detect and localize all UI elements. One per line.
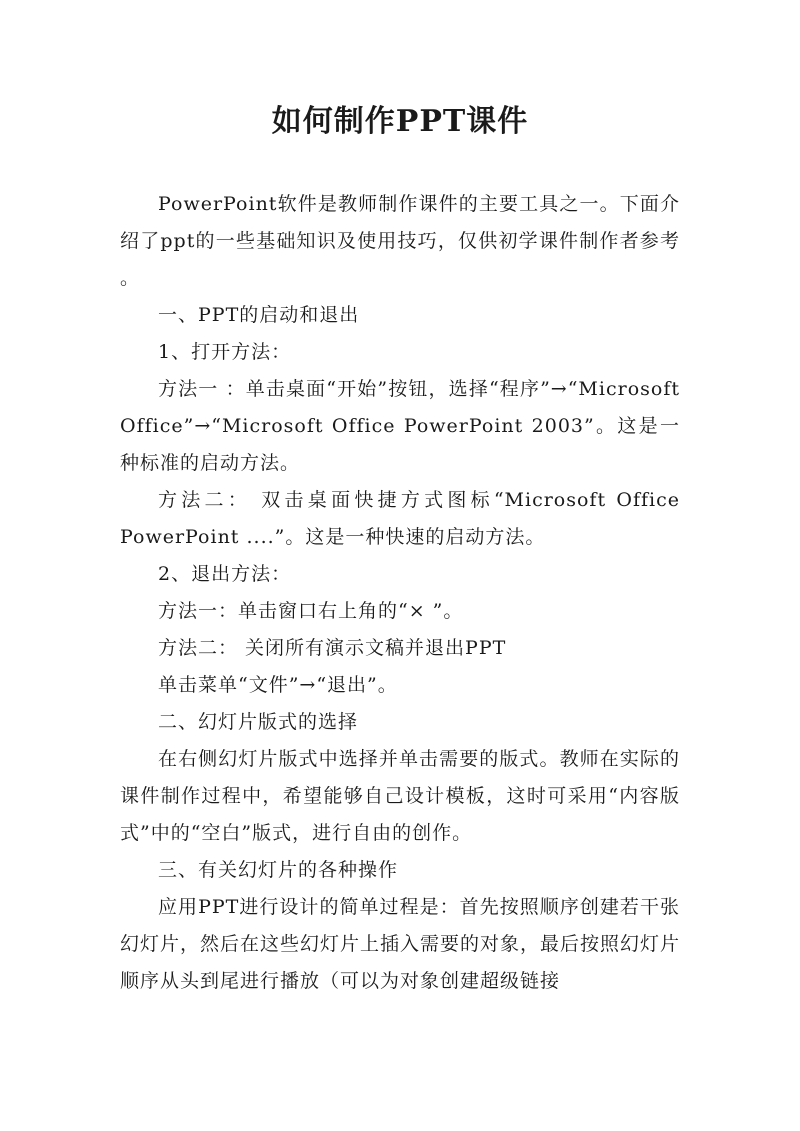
paragraph-intro: PowerPoint软件是教师制作课件的主要工具之一。下面介绍了ppt的一些基础知识及使用技巧，仅供初学课件制作者参考 。 <box>120 193 680 289</box>
paragraph-open-method-1: 方法一 ：单击桌面“开始”按钮，选择“程序”→“Microsoft Office”→“Microsoft Office PowerPoint 2003”。这是一种标准的启动方法。 <box>120 378 680 474</box>
paragraph-open-method-2: 方法二： 双击桌面快捷方式图标“Microsoft Office PowerPoint ....”。这是一种快速的启动方法。 <box>120 489 680 548</box>
paragraph-exit-menu: 单击菜单“文件”→“退出”。 <box>158 674 398 696</box>
subheading-exit-method: 2、退出方法： <box>158 563 292 585</box>
subheading-open-method: 1、打开方法： <box>158 341 292 363</box>
paragraph-slide-layout: 在右侧幻灯片版式中选择并单击需要的版式。教师在实际的课件制作过程中，希望能够自己设计模板，这时可采用“内容版式”中的“空白”版式，进行自由的创作。 <box>120 748 680 844</box>
paragraph-slide-operations: 应用PPT进行设计的简单过程是：首先按照顺序创建若干张幻灯片，然后在这些幻灯片上插入需要的对象，最后按照幻灯片顺序从头到尾进行播放（可以为对象创建超级链接 <box>120 896 681 992</box>
heading-slide-layout: 二、幻灯片版式的选择 <box>158 711 359 733</box>
paragraph-exit-method-1: 方法一：单击窗口右上角的“× ”。 <box>158 600 464 622</box>
heading-slide-operations: 三、有关幻灯片的各种操作 <box>158 859 399 881</box>
document-title: 如何制作PPT课件 <box>271 104 529 139</box>
document-body <box>120 186 680 1000</box>
paragraph-exit-method-2: 方法二： 关闭所有演示文稿并退出PPT <box>158 637 507 659</box>
heading-startup-exit: 一、PPT的启动和退出 <box>158 304 360 326</box>
